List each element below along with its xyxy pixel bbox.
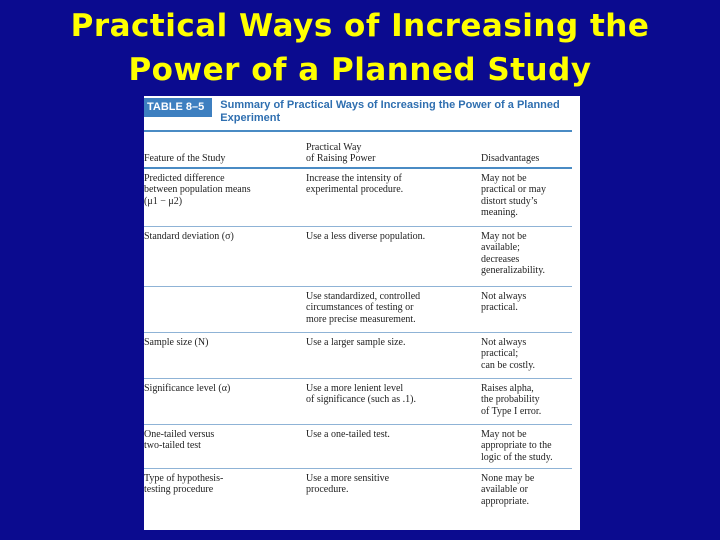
table-body bbox=[144, 169, 572, 513]
cell-way: Use standardized, controlled circumstances of testing or more precise measurement. bbox=[306, 291, 421, 325]
table-row bbox=[144, 287, 572, 333]
cell-way: Use a larger sample size. bbox=[306, 337, 406, 348]
cell-feature: Predicted difference between population means (μ1 − μ2) bbox=[144, 173, 251, 207]
slide-title-line-1: Practical Ways of Increasing the bbox=[70, 8, 650, 44]
slide-title-line-2: Power of a Planned Study bbox=[128, 52, 592, 88]
cell-feature: Sample size (N) bbox=[144, 337, 209, 348]
cell-way: Use a more sensitive procedure. bbox=[306, 473, 390, 496]
header-feature: Feature of the Study bbox=[144, 153, 226, 164]
cell-disadvantage: Raises alpha, the probability of Type I error. bbox=[481, 383, 542, 417]
table-row bbox=[144, 169, 572, 227]
table-row bbox=[144, 469, 572, 513]
cell-disadvantage: May not be appropriate to the logic of the study. bbox=[481, 429, 553, 463]
table-header-row bbox=[144, 132, 572, 169]
table-row bbox=[144, 379, 572, 425]
slide-title bbox=[0, 4, 720, 92]
cell-disadvantage: Not always practical; can be costly. bbox=[481, 337, 536, 371]
cell-disadvantage: Not always practical. bbox=[481, 291, 527, 314]
header-practical-way: Practical Way of Raising Power bbox=[306, 142, 376, 164]
table-row bbox=[144, 227, 572, 287]
cell-way: Use a more lenient level of significance (such as .1). bbox=[306, 383, 416, 406]
cell-feature: Standard deviation (σ) bbox=[144, 231, 234, 242]
cell-way: Use a less diverse population. bbox=[306, 231, 426, 242]
cell-way: Use a one-tailed test. bbox=[306, 429, 390, 440]
table-row bbox=[144, 425, 572, 469]
cell-feature bbox=[144, 291, 306, 332]
table-caption bbox=[144, 96, 572, 132]
cell-way: Increase the intensity of experimental procedure. bbox=[306, 173, 404, 196]
table-number-tag: TABLE 8–5 bbox=[144, 98, 212, 117]
table-row bbox=[144, 333, 572, 379]
cell-disadvantage: May not be available; decreases generalizability. bbox=[481, 231, 546, 277]
cell-feature: One-tailed versus two-tailed test bbox=[144, 429, 215, 452]
cell-disadvantage: May not be practical or may distort study’s meaning. bbox=[481, 173, 546, 219]
header-disadvantages: Disadvantages bbox=[481, 153, 540, 164]
cell-disadvantage: None may be available or appropriate. bbox=[481, 473, 535, 507]
cell-feature: Significance level (α) bbox=[144, 383, 231, 394]
cell-feature: Type of hypothesis- testing procedure bbox=[144, 473, 224, 496]
summary-table bbox=[144, 96, 580, 530]
table-caption-text: Summary of Practical Ways of Increasing the Power of a Planned Experiment bbox=[220, 99, 560, 124]
